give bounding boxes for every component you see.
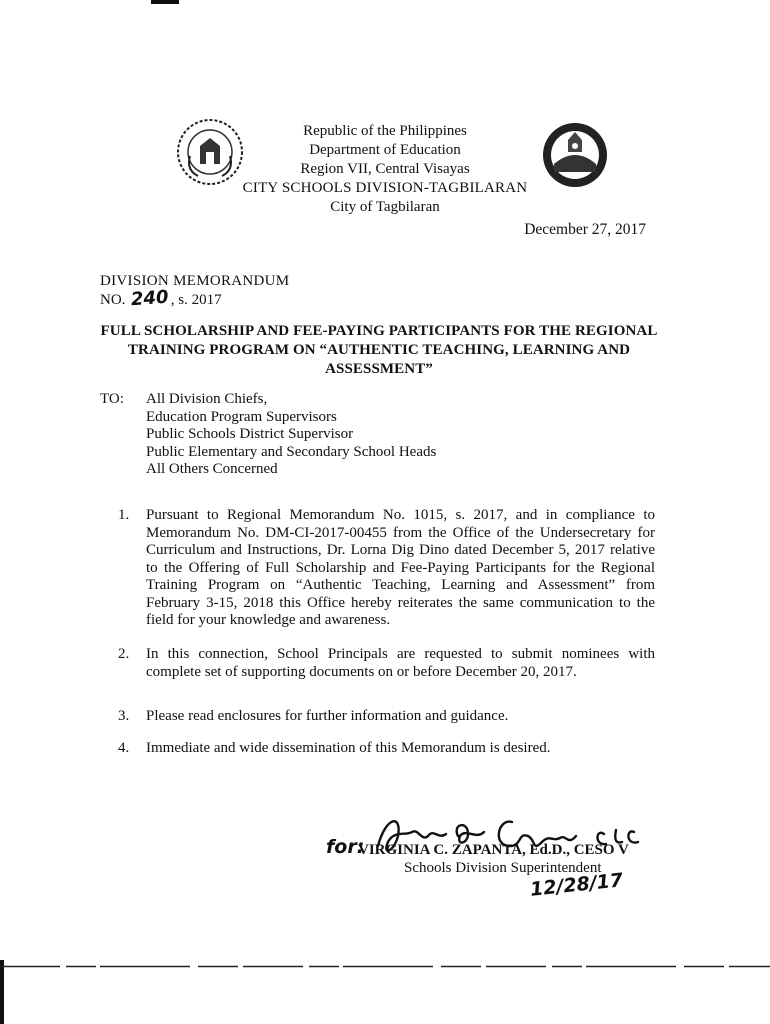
recipients-list — [146, 391, 436, 479]
paragraph-number: 4. — [118, 740, 130, 756]
paragraph-number: 2. — [118, 646, 130, 662]
handwritten-date: 12/28/17 — [529, 869, 625, 901]
letterhead-region: Region VII, Central Visayas — [300, 161, 470, 177]
paragraph-text: Pursuant to Regional Memorandum No. 1015, s. 2017, and in compliance to Memorandum No. DM-CI-2017-00455 from the Office of the Undersecretary for Curriculum and Instructions, Dr. Lorna Dig Dino dated December 5, 2017 relative to the Offering of Full Scholarship and Fee-Paying Participants for the Regional Training Program on “Authentic Teaching, Learning and Assessment” from February 3-15, 2018 this Office hereby reiterates the same communication to the field for your knowledge and awareness. — [146, 507, 655, 628]
recipient-item: Education Program Supervisors — [146, 408, 337, 425]
scan-mark-top — [151, 0, 179, 4]
signatory-name: VIRGINIA C. ZAPANTA, Ed.D., CESO V — [358, 842, 629, 858]
memo-label: DIVISION MEMORANDUM — [100, 273, 290, 289]
letterhead — [200, 122, 570, 217]
signatory-position: Schools Division Superintendent — [404, 860, 602, 876]
memo-date: December 27, 2017 — [524, 221, 646, 238]
letterhead-division: CITY SCHOOLS DIVISION-TAGBILARAN — [242, 180, 528, 196]
memo-number-line — [100, 286, 289, 311]
memo-series: , s. 2017 — [170, 292, 222, 308]
numbered-paragraph — [118, 708, 655, 726]
paragraph-text: Please read enclosures for further information and guidance. — [146, 708, 509, 724]
recipient-item: Public Elementary and Secondary School Heads — [146, 443, 437, 460]
memo-heading — [100, 272, 289, 309]
recipient-item: All Others Concerned — [146, 461, 278, 477]
memo-number: 240 — [130, 286, 170, 311]
letterhead-republic: Republic of the Philippines — [303, 123, 467, 139]
paragraph-text: Immediate and wide dissemination of this Memorandum is desired. — [146, 740, 551, 756]
memo-no-prefix: NO. — [100, 292, 126, 308]
scan-dashed-line — [0, 965, 770, 968]
scan-mark-left — [0, 960, 4, 1024]
signatory-prefix: for: — [326, 836, 365, 858]
letterhead-department: Department of Education — [309, 142, 461, 158]
recipient-item: Public Schools District Supervisor — [146, 426, 354, 442]
letterhead-city: City of Tagbilaran — [330, 199, 440, 215]
paragraph-text: In this connection, School Principals are requested to submit nominees with complete set of supporting documents on or before December 20, 2017. — [146, 646, 655, 680]
paragraph-number: 3. — [118, 708, 130, 724]
numbered-paragraph — [118, 646, 655, 681]
numbered-paragraph — [118, 740, 655, 758]
recipient-item: All Division Chiefs, — [146, 391, 268, 407]
paragraph-number: 1. — [118, 507, 130, 523]
numbered-paragraph — [118, 507, 655, 630]
to-label: TO: — [100, 391, 124, 407]
memo-title: FULL SCHOLARSHIP AND FEE-PAYING PARTICIPANTS FOR THE REGIONAL TRAINING PROGRAM ON “AUTHENTIC TEACHING, LEARNING AND ASSESSMENT” — [100, 323, 658, 377]
